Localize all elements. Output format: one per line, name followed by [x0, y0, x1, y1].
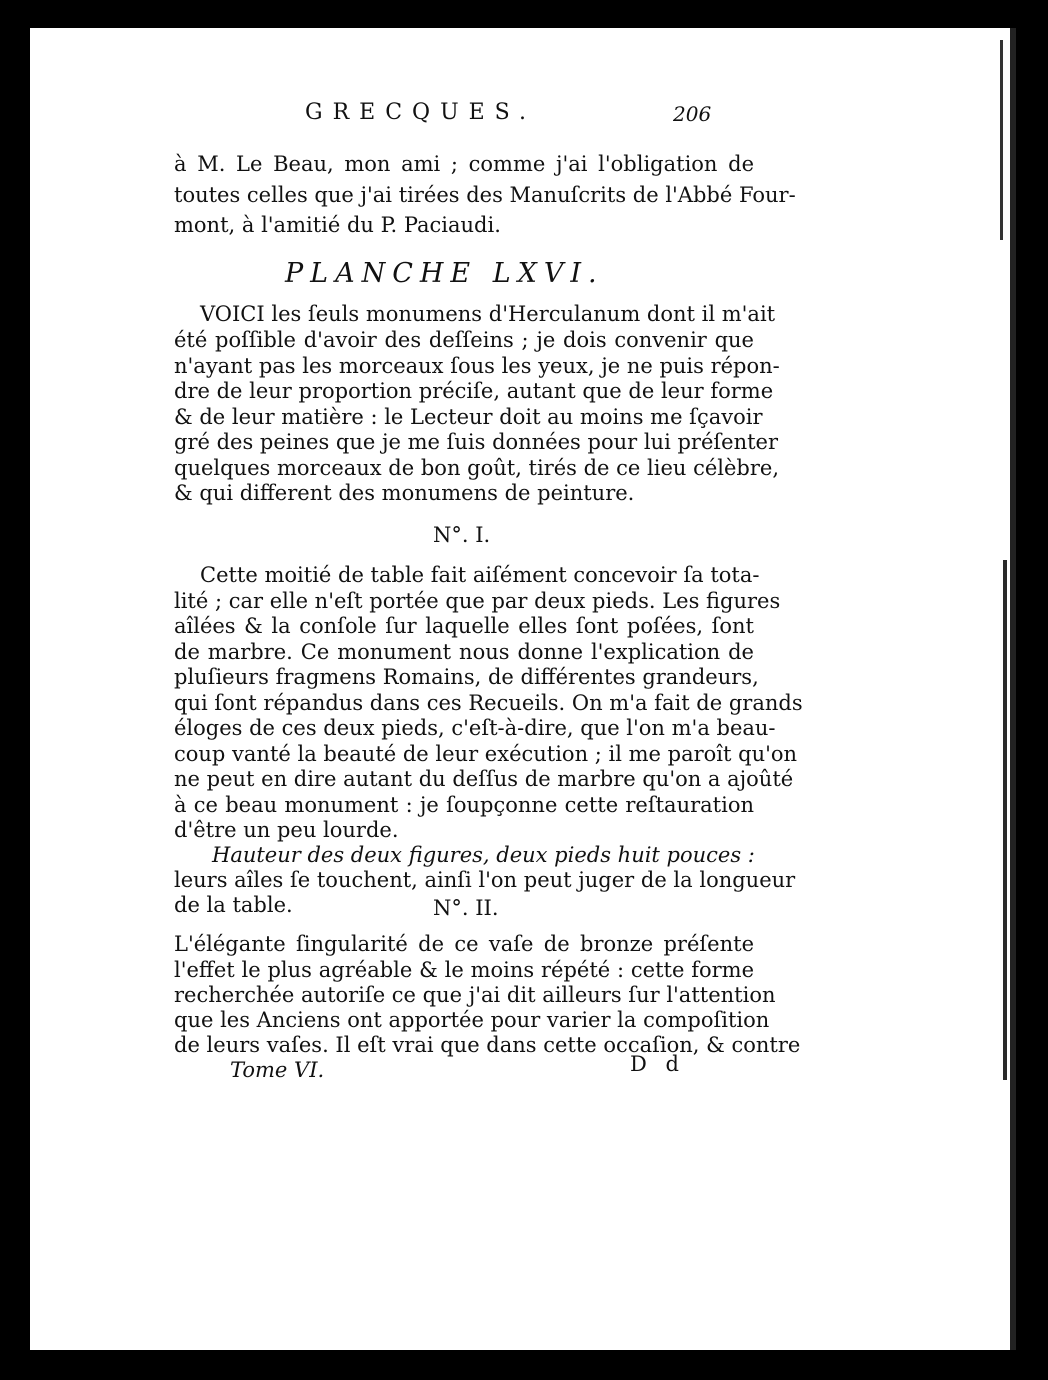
paragraph-line: l'effet le plus agréable & le moins répété : cette forme: [174, 958, 754, 982]
binding-shadow: [1010, 28, 1016, 1350]
signature-mark: D d: [630, 1052, 685, 1076]
paragraph-line: recherchée autoriſe ce que j'ai dit ailleurs ſur l'attention: [174, 983, 776, 1007]
paragraph-line: leurs aîles ſe touchent, ainſi l'on peut juger de la longueur: [174, 868, 796, 892]
paragraph-line: de leurs vaſes. Il eſt vrai que dans cette occaſion, & contre: [174, 1033, 801, 1057]
binding-edge-mark: [1003, 560, 1007, 1080]
paragraph-line: ne peut en dire autant du deſſus de marbre qu'on a ajoûté: [174, 767, 794, 791]
dimension-note: Hauteur des deux figures, deux pieds huit pouces :: [212, 843, 755, 867]
volume-mark: Tome VI.: [230, 1058, 325, 1082]
paragraph-line: quelques morceaux de bon goût, tirés de ce lieu célèbre,: [174, 456, 780, 480]
paragraph-line: éloges de ces deux pieds, c'eſt-à-dire, que l'on m'a beau-: [174, 716, 776, 740]
paragraph-line: L'élégante ſingularité de ce vaſe de bronze préſente: [174, 932, 754, 956]
paragraph-line: & de leur matière : le Lecteur doit au moins me ſçavoir: [174, 405, 763, 429]
paragraph-line: pluſieurs fragmens Romains, de différentes grandeurs,: [174, 665, 759, 689]
binding-edge-mark: [1000, 40, 1003, 240]
paragraph-line: dre de leur proportion préciſe, autant que de leur forme: [174, 379, 774, 403]
section-heading: N°. I.: [433, 523, 491, 547]
paragraph-line: à ce beau monument : je ſoupçonne cette reſtauration: [174, 793, 754, 817]
paragraph-line: gré des peines que je me ſuis données pour lui préſenter: [174, 430, 779, 454]
paragraph-line: n'ayant pas les morceaux ſous les yeux, je ne puis répon-: [174, 354, 780, 378]
paragraph-line: été poſſible d'avoir des deſſeins ; je dois convenir que: [174, 328, 754, 352]
paragraph-line: aîlées & la conſole ſur laquelle elles ſont poſées, ſont: [174, 614, 754, 638]
paragraph-line: & qui different des monumens de peinture.: [174, 481, 635, 505]
paragraph-line: qui ſont répandus dans ces Recueils. On m'a fait de grands: [174, 691, 803, 715]
paragraph-line: de la table.: [174, 893, 293, 917]
paragraph-line: lité ; car elle n'eſt portée que par deux pieds. Les figures: [174, 589, 781, 613]
section-heading: N°. II.: [433, 896, 499, 920]
paragraph-line: VOICI les ſeuls monumens d'Herculanum dont il m'ait: [200, 302, 776, 326]
intro-line: à M. Le Beau, mon ami ; comme j'ai l'obligation de: [174, 152, 754, 176]
running-title: GRECQUES.: [305, 100, 536, 125]
page-number: 206: [673, 102, 712, 126]
paragraph-line: Cette moitié de table fait aiſément concevoir ſa tota-: [200, 563, 760, 587]
intro-line: mont, à l'amitié du P. Paciaudi.: [174, 213, 501, 237]
paragraph-line: d'être un peu lourde.: [174, 818, 399, 842]
paragraph-line: que les Anciens ont apportée pour varier la compoſition: [174, 1008, 770, 1032]
paragraph-line: de marbre. Ce monument nous donne l'explication de: [174, 640, 754, 664]
plate-heading: PLANCHE LXVI.: [285, 258, 604, 289]
paragraph-line: coup vanté la beauté de leur exécution ; il me paroît qu'on: [174, 742, 798, 766]
intro-line: toutes celles que j'ai tirées des Manuſcrits de l'Abbé Four-: [174, 183, 796, 207]
